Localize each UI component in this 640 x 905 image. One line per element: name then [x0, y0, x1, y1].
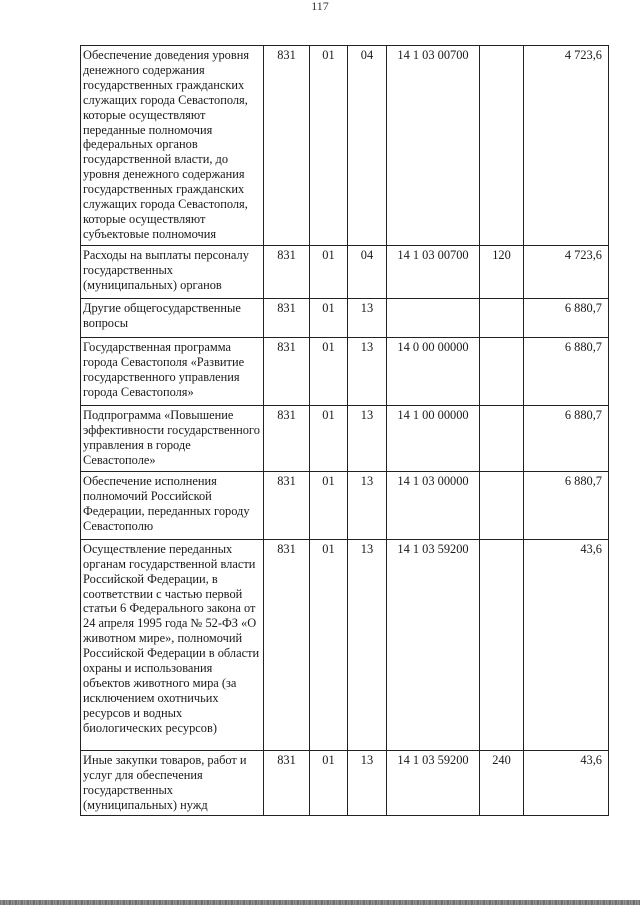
table-row: [81, 471, 609, 539]
ministry-code-cell: 831: [264, 337, 310, 405]
ministry-code-cell: 831: [264, 405, 310, 471]
ministry-code-cell: 831: [264, 539, 310, 750]
target-article-cell: 14 1 03 59200: [387, 750, 480, 816]
section-code-cell: 01: [310, 405, 348, 471]
expense-type-cell: [480, 405, 524, 471]
target-article-cell: 14 1 03 00700: [387, 46, 480, 246]
subsection-code-cell: 13: [348, 750, 387, 816]
section-code-cell: 01: [310, 46, 348, 246]
subsection-code-cell: 04: [348, 46, 387, 246]
ministry-code-cell: 831: [264, 750, 310, 816]
amount-cell: 4 723,6: [524, 46, 609, 246]
row-name-cell: Другие общегосударственные вопросы: [81, 298, 264, 337]
section-code-cell: 01: [310, 298, 348, 337]
subsection-code-cell: 13: [348, 298, 387, 337]
amount-cell: 6 880,7: [524, 298, 609, 337]
expense-type-cell: [480, 337, 524, 405]
target-article-cell: [387, 298, 480, 337]
page-number: 117: [311, 0, 329, 13]
section-code-cell: 01: [310, 245, 348, 298]
amount-cell: 6 880,7: [524, 405, 609, 471]
amount-cell: 6 880,7: [524, 337, 609, 405]
ministry-code-cell: 831: [264, 471, 310, 539]
expense-type-cell: 240: [480, 750, 524, 816]
ministry-code-cell: 831: [264, 298, 310, 337]
table-row: [81, 298, 609, 337]
amount-cell: 4 723,6: [524, 245, 609, 298]
section-code-cell: 01: [310, 471, 348, 539]
expense-type-cell: [480, 539, 524, 750]
row-name-cell: Государственная программа города Севастополя «Развитие государственного управления города Севастополя»: [81, 337, 264, 405]
table-row: [81, 539, 609, 750]
subsection-code-cell: 04: [348, 245, 387, 298]
row-name-cell: Осуществление переданных органам государственной власти Российской Федерации, в соответствии с частью первой статьи 6 Федерального закона от 24 апреля 1995 года № 52-ФЗ «О животном мире», полномочий Российской Федерации в области охраны и использования объектов животного мира (за исключением охотничьих ресурсов и водных биологических ресурсов): [81, 539, 264, 750]
table-row: [81, 750, 609, 816]
target-article-cell: 14 1 03 59200: [387, 539, 480, 750]
ministry-code-cell: 831: [264, 245, 310, 298]
scan-edge-strip: [0, 900, 640, 905]
budget-table: [80, 45, 609, 816]
row-name-cell: Обеспечение исполнения полномочий Российской Федерации, переданных городу Севастополю: [81, 471, 264, 539]
row-name-cell: Расходы на выплаты персоналу государственных (муниципальных) органов: [81, 245, 264, 298]
row-name-cell: Подпрограмма «Повышение эффективности государственного управления в городе Севастополе»: [81, 405, 264, 471]
expense-type-cell: 120: [480, 245, 524, 298]
row-name-cell: Иные закупки товаров, работ и услуг для обеспечения государственных (муниципальных) нужд: [81, 750, 264, 816]
target-article-cell: 14 1 03 00700: [387, 245, 480, 298]
expense-type-cell: [480, 471, 524, 539]
section-code-cell: 01: [310, 337, 348, 405]
subsection-code-cell: 13: [348, 405, 387, 471]
target-article-cell: 14 1 03 00000: [387, 471, 480, 539]
subsection-code-cell: 13: [348, 337, 387, 405]
subsection-code-cell: 13: [348, 471, 387, 539]
row-name-cell: Обеспечение доведения уровня денежного содержания государственных гражданских служащих города Севастополя, которые осуществляют переданные полномочия федеральных органов государственной власти, до уровня денежного содержания государственных гражданских служащих города Севастополя, которые осуществляют субъектовые полномочия: [81, 46, 264, 246]
table-row: [81, 337, 609, 405]
target-article-cell: 14 0 00 00000: [387, 337, 480, 405]
expense-type-cell: [480, 298, 524, 337]
table-row: [81, 405, 609, 471]
amount-cell: 43,6: [524, 539, 609, 750]
table-row: [81, 245, 609, 298]
target-article-cell: 14 1 00 00000: [387, 405, 480, 471]
section-code-cell: 01: [310, 539, 348, 750]
amount-cell: 6 880,7: [524, 471, 609, 539]
subsection-code-cell: 13: [348, 539, 387, 750]
table-row: [81, 46, 609, 246]
section-code-cell: 01: [310, 750, 348, 816]
ministry-code-cell: 831: [264, 46, 310, 246]
amount-cell: 43,6: [524, 750, 609, 816]
expense-type-cell: [480, 46, 524, 246]
